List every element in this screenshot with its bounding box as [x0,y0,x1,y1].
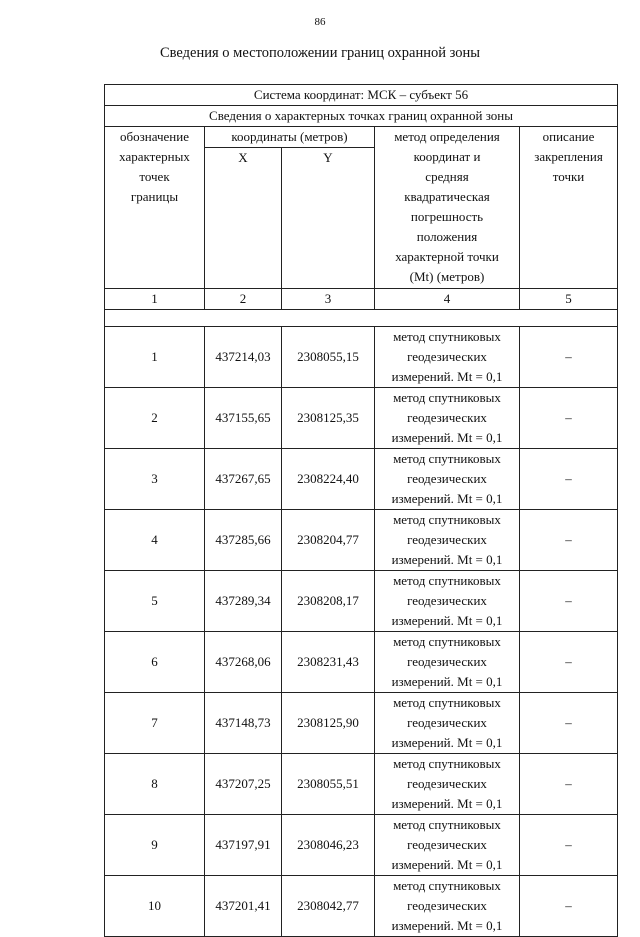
column-number: 3 [282,289,375,310]
method-cell: метод спутниковых геодезических измерений. Mt = 0,1 [375,632,520,693]
method-cell: метод спутниковых геодезических измерений. Mt = 0,1 [375,571,520,632]
method-cell: метод спутниковых геодезических измерений. Mt = 0,1 [375,693,520,754]
description-cell: – [520,815,618,876]
page-number: 86 [314,16,326,28]
method-cell: метод спутниковых геодезических измерений. Mt = 0,1 [375,876,520,937]
description-cell: – [520,571,618,632]
description-cell: – [520,693,618,754]
y-cell: 2308046,23 [282,815,375,876]
x-cell: 437214,03 [205,327,282,388]
y-cell: 2308208,17 [282,571,375,632]
method-cell: метод спутниковых геодезических измерений. Mt = 0,1 [375,754,520,815]
table-row [105,754,618,815]
x-cell: 437289,34 [205,571,282,632]
column-number-row [105,289,618,310]
x-cell: 437268,06 [205,632,282,693]
description-cell: – [520,510,618,571]
table-row [105,327,618,388]
point-cell: 3 [105,449,205,510]
x-cell: 437148,73 [205,693,282,754]
header-method: метод определения координат и средняя квадратическая погрешность положения характерной точки (Mt) (метров) [375,127,520,289]
column-number: 5 [520,289,618,310]
description-cell: – [520,754,618,815]
header-x: X [205,148,282,289]
point-cell: 6 [105,632,205,693]
section-banner: Сведения о характерных точках границ охранной зоны [105,106,618,127]
y-cell: 2308231,43 [282,632,375,693]
point-cell: 8 [105,754,205,815]
x-cell: 437197,91 [205,815,282,876]
table-row [105,510,618,571]
y-cell: 2308204,77 [282,510,375,571]
document-title: Сведения о местоположении границ охранной зоны [159,45,480,61]
header-y: Y [282,148,375,289]
y-cell: 2308125,90 [282,693,375,754]
column-number: 4 [375,289,520,310]
x-cell: 437207,25 [205,754,282,815]
x-cell: 437267,65 [205,449,282,510]
point-cell: 1 [105,327,205,388]
table-row [105,632,618,693]
table-row [105,388,618,449]
table-row [105,693,618,754]
x-cell: 437201,41 [205,876,282,937]
description-cell: – [520,876,618,937]
description-cell: – [520,632,618,693]
column-number: 1 [105,289,205,310]
header-description: описание закрепления точки [520,127,618,289]
method-cell: метод спутниковых геодезических измерений. Mt = 0,1 [375,815,520,876]
spacer-cell [105,310,618,327]
header-coordinates: координаты (метров) [205,127,375,148]
spacer-row [105,310,618,327]
x-cell: 437285,66 [205,510,282,571]
table-row [105,449,618,510]
y-cell: 2308125,35 [282,388,375,449]
boundary-points-table [104,84,618,937]
description-cell: – [520,449,618,510]
header-designation: обозначение характерных точек границы [105,127,205,289]
point-cell: 9 [105,815,205,876]
column-number: 2 [205,289,282,310]
point-cell: 7 [105,693,205,754]
coordinate-system-banner: Система координат: МСК – субъект 56 [105,85,618,106]
x-cell: 437155,65 [205,388,282,449]
point-cell: 4 [105,510,205,571]
method-cell: метод спутниковых геодезических измерений. Mt = 0,1 [375,449,520,510]
description-cell: – [520,327,618,388]
method-cell: метод спутниковых геодезических измерений. Mt = 0,1 [375,327,520,388]
point-cell: 10 [105,876,205,937]
method-cell: метод спутниковых геодезических измерений. Mt = 0,1 [375,388,520,449]
table-row [105,571,618,632]
point-cell: 5 [105,571,205,632]
point-cell: 2 [105,388,205,449]
y-cell: 2308224,40 [282,449,375,510]
table-row [105,876,618,937]
description-cell: – [520,388,618,449]
table-row [105,815,618,876]
method-cell: метод спутниковых геодезических измерений. Mt = 0,1 [375,510,520,571]
y-cell: 2308042,77 [282,876,375,937]
y-cell: 2308055,51 [282,754,375,815]
y-cell: 2308055,15 [282,327,375,388]
